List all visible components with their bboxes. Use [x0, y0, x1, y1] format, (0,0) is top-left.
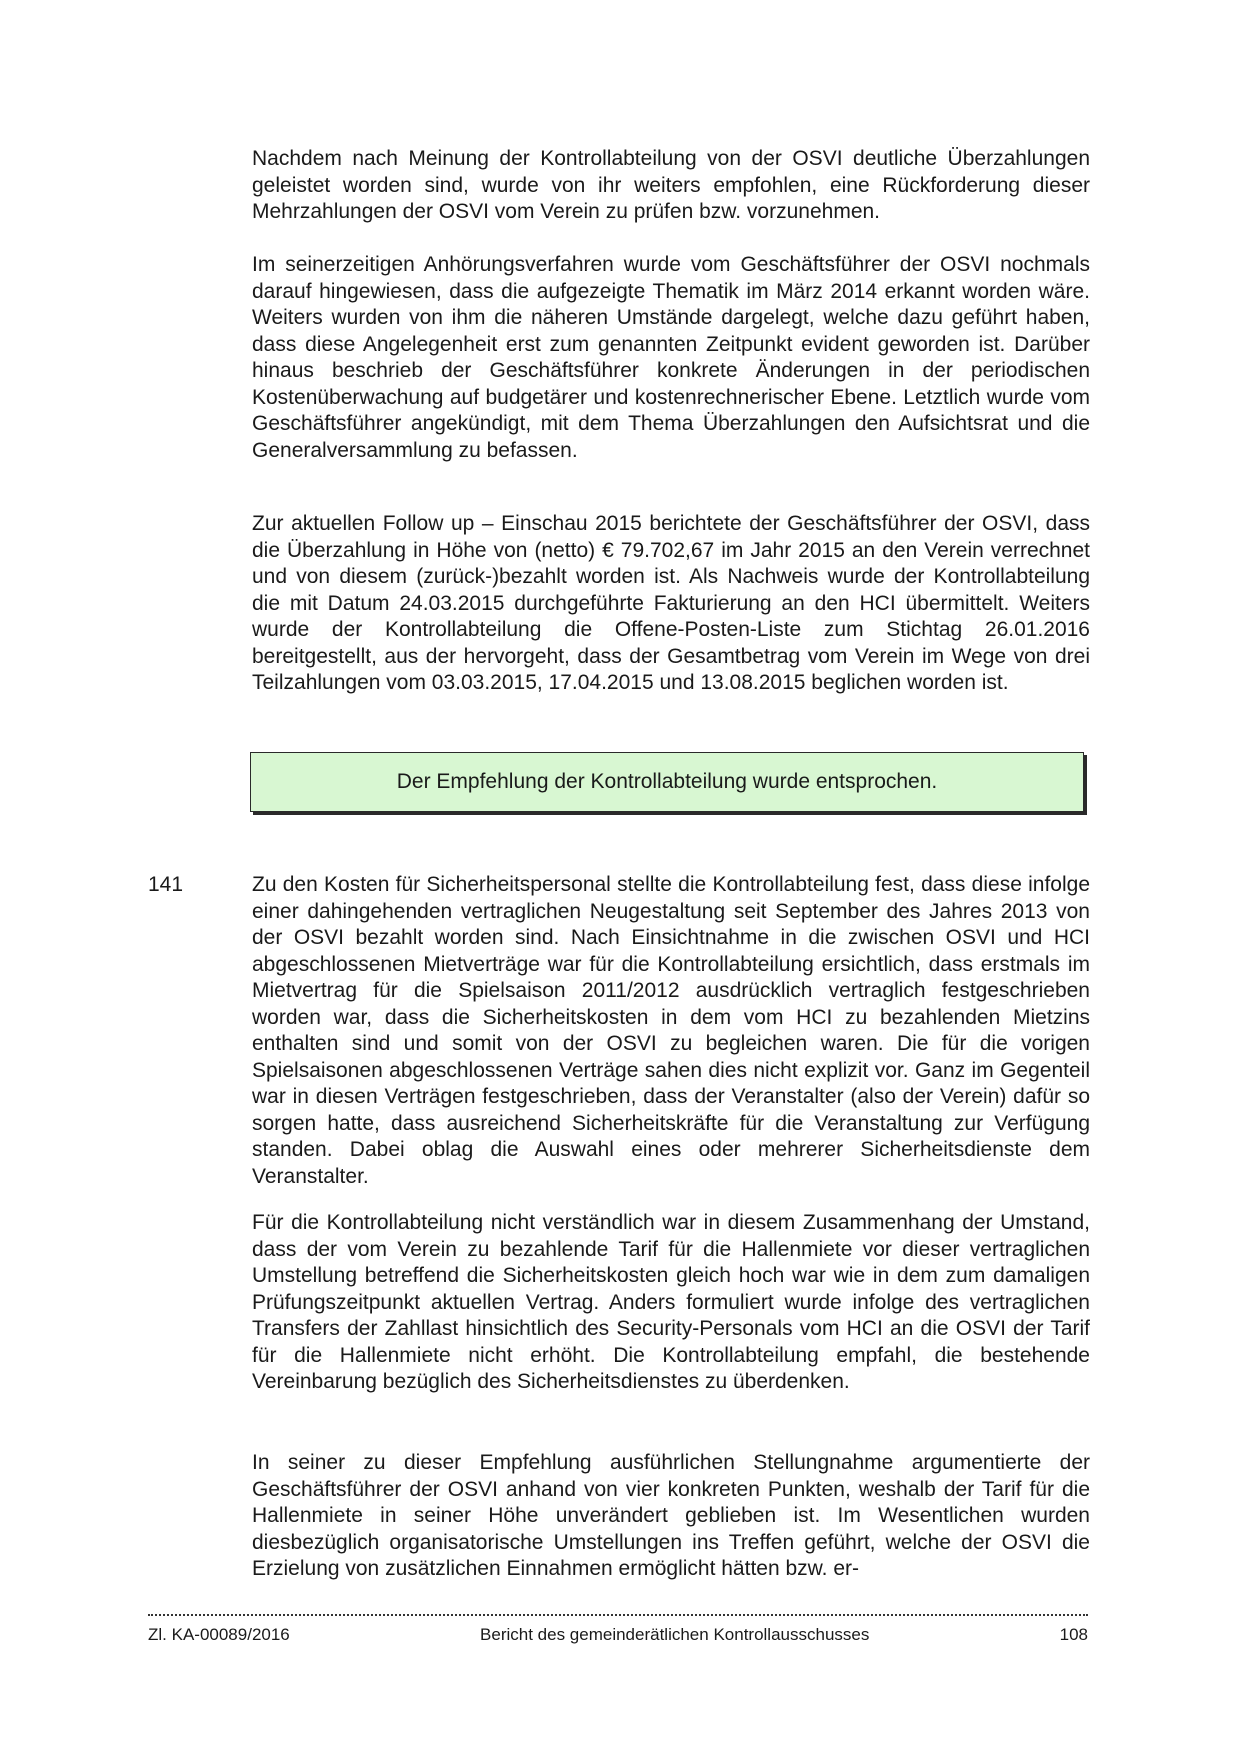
- footer-reference: Zl. KA-00089/2016: [148, 1625, 290, 1644]
- footer-title: Bericht des gemeinderätlichen Kontrollausschusses: [480, 1625, 870, 1644]
- recommendation-status-box: [250, 752, 1084, 812]
- recommendation-status-text: Der Empfehlung der Kontrollabteilung wurde entsprochen.: [396, 770, 938, 793]
- paragraph-overpayment-recommendation: Nachdem nach Meinung der Kontrollabteilung von der OSVI deutliche Überzahlungen geleistet worden sind, wurde von ihr weiters empfohlen, eine Rückforderung dieser Mehrzahlungen der OSVI vom Verein zu prüfen bzw. vorzunehmen.: [252, 147, 1090, 223]
- section-number: 141: [148, 873, 184, 896]
- page-footer: [148, 1625, 1088, 1645]
- footer-divider: [148, 1614, 1088, 1616]
- paragraph-security-costs: Zu den Kosten für Sicherheitspersonal stellte die Kontrollabteilung fest, dass diese infolge einer dahingehenden vertraglichen Neugestaltung seit September des Jahres 2013 von der OSVI bezahlt worden sind. Nach Einsichtnahme in die zwischen OSVI und HCI abgeschlossenen Mietverträge war für die Kontrollabteilung ersichtlich, dass erstmals im Mietvertrag für die Spielsaison 2011/2012 ausdrücklich vertraglich festgeschrieben worden war, dass die Sicherheitskosten in dem vom HCI zu bezahlenden Mietzins enthalten sind und somit von der OSVI zu begleichen waren. Die für die vorigen Spielsaisonen abgeschlossenen Verträge sahen dies nicht explizit vor. Ganz im Gegenteil war in diesen Verträgen festgeschrieben, dass der Veranstalter (also der Verein) dafür so sorgen hatte, dass ausreichend Sicherheitskräfte für die Veranstaltung zur Verfügung standen. Dabei oblag die Auswahl eines oder mehrerer Sicherheitsdienste dem Veranstalter.: [252, 873, 1090, 1188]
- paragraph-follow-up-2015: Zur aktuellen Follow up – Einschau 2015 berichtete der Geschäftsführer der OSVI, dass die Überzahlung in Höhe von (netto) € 79.702,67 im Jahr 2015 an den Verein verrechnet und von diesem (zurück-)bezahlt worden ist. Als Nachweis wurde der Kontrollabteilung die mit Datum 24.03.2015 durchgeführte Fakturierung an den HCI übermittelt. Weiters wurde der Kontrollabteilung die Offene-Posten-Liste zum Stichtag 26.01.2016 bereitgestellt, aus der hervorgeht, dass der Gesamtbetrag vom Verein im Wege von drei Teilzahlungen vom 03.03.2015, 17.04.2015 und 13.08.2015 beglichen worden ist.: [252, 512, 1090, 694]
- paragraph-hall-rent-tariff: Für die Kontrollabteilung nicht verständlich war in diesem Zusammenhang der Umstand, dass der vom Verein zu bezahlende Tarif für die Hallenmiete vor dieser vertraglichen Umstellung betreffend die Sicherheitskosten gleich hoch war wie in dem zum damaligen Prüfungszeitpunkt aktuellen Vertrag. Anders formuliert wurde infolge des vertraglichen Transfers der Zahllast hinsichtlich des Security-Personals vom HCI an die OSVI der Tarif für die Hallenmiete nicht erhöht. Die Kontrollabteilung empfahl, die bestehende Vereinbarung bezüglich des Sicherheitsdienstes zu überdenken.: [252, 1211, 1090, 1393]
- paragraph-hearing-procedure: Im seinerzeitigen Anhörungsverfahren wurde vom Geschäftsführer der OSVI nochmals darauf hingewiesen, dass die aufgezeigte Thematik im März 2014 erkannt worden wäre. Weiters wurden von ihm die näheren Umstände dargelegt, welche dazu geführt haben, dass diese Angelegenheit erst zum genannten Zeitpunkt evident geworden ist. Darüber hinaus beschrieb der Geschäftsführer konkrete Änderungen in der periodischen Kostenüberwachung auf budgetärer und kostenrechnerischer Ebene. Letztlich wurde vom Geschäftsführer angekündigt, mit dem Thema Überzahlungen den Aufsichtsrat und die Generalversammlung zu befassen.: [252, 253, 1090, 462]
- footer-page-number: 108: [1059, 1625, 1088, 1644]
- paragraph-managing-director-statement: In seiner zu dieser Empfehlung ausführlichen Stellungnahme argumentierte der Geschäftsführer der OSVI anhand von vier konkreten Punkten, weshalb der Tarif für die Hallenmiete in seiner Höhe unverändert geblieben ist. Im Wesentlichen wurden diesbezüglich organisatorische Umstellungen ins Treffen geführt, welche der OSVI die Erzielung von zusätzlichen Einnahmen ermöglicht hätten bzw. er-: [252, 1451, 1090, 1580]
